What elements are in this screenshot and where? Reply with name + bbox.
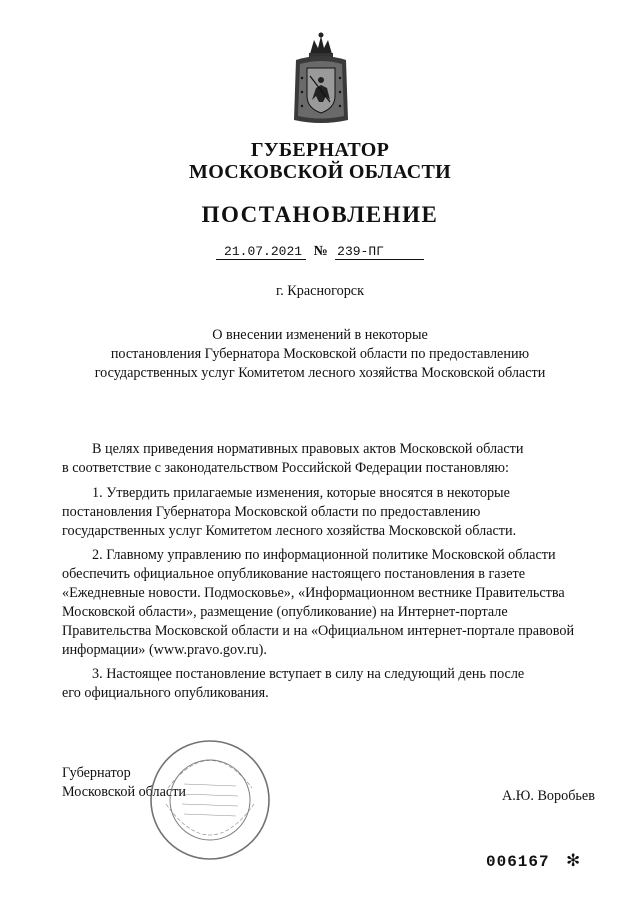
official-round-stamp [148,738,272,862]
body-line-2: в соответствие с законодательством Российской Федерации постановляю: [62,460,509,476]
number-sign: № [313,244,328,259]
body-line-5: государственных услуг Комитетом лесного хозяйства Московской области. [62,523,517,539]
document-date: 21.07.2021 [216,244,306,260]
serial-mark-icon: ✻ [566,851,581,870]
body-line-3: 1. Утвердить прилагаемые изменения, которые вносятся в некоторые [92,485,510,501]
body-line-6: 2. Главному управлению по информационной политике Московской области [92,547,556,563]
body-line-8: «Ежедневные новости. Подмосковье», «Информационном вестнике Правительства [62,585,565,601]
body-line-4: постановления Губернатора Московской области по предоставлению [62,504,481,520]
body-line-11: информации» (www.pravo.gov.ru). [62,642,267,658]
signatory-position-line1: Губернатор [62,765,131,781]
document-number: 239-ПГ [335,244,424,260]
governor-title-line1: ГУБЕРНАТОР [250,139,390,161]
governor-title-line2: МОСКОВСКОЙ ОБЛАСТИ [189,161,451,183]
title-line-1: О внесении изменений в некоторые [212,327,428,343]
body-line-1: В целях приведения нормативных правовых актов Московской области [92,441,524,457]
signatory-position-line2: Московской области [62,784,187,800]
date-number-line [0,244,640,260]
signatory-name: А.Ю. Воробьев [502,788,595,804]
coat-of-arms-emblem [290,30,352,126]
body-line-10: Правительства Московской области и на «Официальном интернет-портале правовой [62,623,575,639]
city-line: г. Красногорск [276,283,364,299]
serial-number: 006167 [486,853,550,871]
title-line-2: постановления Губернатора Московской области по предоставлению [110,346,530,362]
body-line-9: Московской области», размещение (опубликование) на Интернет-портале [62,604,508,620]
body-line-7: обеспечить официальное опубликование настоящего постановления в газете [62,566,526,582]
body-line-13: его официального опубликования. [62,685,269,701]
title-line-3: государственных услуг Комитетом лесного хозяйства Московской области [94,365,546,381]
document-type-heading: ПОСТАНОВЛЕНИЕ [201,202,439,227]
body-line-12: 3. Настоящее постановление вступает в силу на следующий день после [92,666,525,682]
